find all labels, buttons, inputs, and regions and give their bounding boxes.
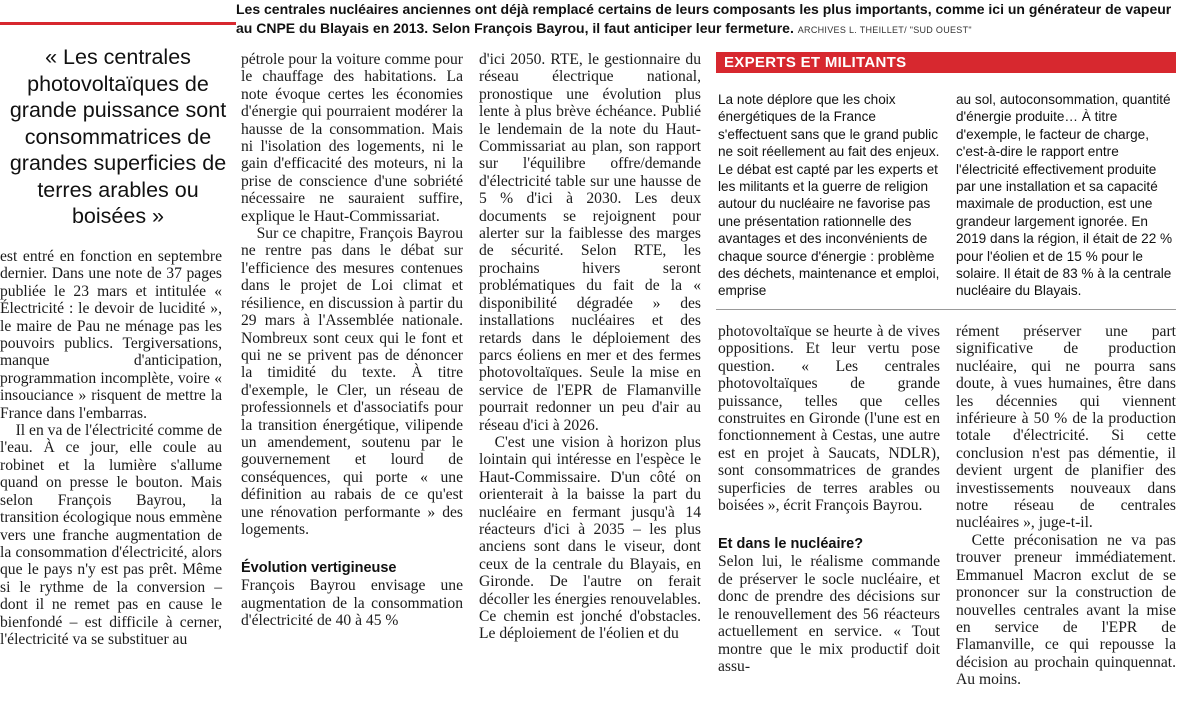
caption-text: Les centrales nucléaires anciennes ont déjà remplacé certains de leurs composants les plus importants, comme ici un générateur de vapeur au CNPE du Blayais en 2013. Selon François Bayrou, il faut anticiper leur fermeture.: [236, 1, 1172, 36]
paragraph: est entré en fonction en septembre dernier. Dans une note de 37 pages publiée le 23 mars et intitulée « Électricité : le devoir de lucidité », le maire de Pau ne ménage pas les pouvoirs publics. Tergiversations, manque d'anticipation, programmation incomplète, voire « insouciance » risquent de mettre la France dans l'embarras.: [0, 248, 222, 422]
paragraph: Cette préconisation ne va pas trouver preneur immédiatement. Emmanuel Macron exclut de se prononcer sur la construction de nouvelles centrales avant la mise en service de l'EPR de Flamanville, ce qui repousse la décision au prochain quinquennat. Au moins.: [956, 531, 1176, 689]
sidebar-column-1: La note déplore que les choix énergétiques de la France s'effectuent sans que le grand public ne soit réellement au fait des enjeux. Le débat est capté par les experts et les militants et la guerre de religion autour du nucléaire ne favorise pas une présentation rationnelle des avantages et des inconvénients de chaque source d'énergie : problème des déchets, maintenance et emploi, emprise: [718, 92, 940, 299]
paragraph: Il en va de l'électricité comme de l'eau. À ce jour, elle coule au robinet et la lumière s'allume quand on presse le bouton. Mais selon François Bayrou, la transition écologique nous emmène vers une franche augmentation de la consommation d'électricité, alors que le pays n'y est pas prêt. Même si le rythme de la conversion – dont il ne remet pas en cause le bienfondé – est difficile à cerner, l'électricité va se substituer au: [0, 422, 222, 648]
sidebar-column-2: au sol, autoconsommation, quantité d'énergie produite… À titre d'exemple, le facteur de charge, c'est-à-dire le rapport entre l'électricité effectivement produite par une installation et sa capacité maximale de production, est une grandeur largement ignorée. En 2019 dans la région, il était de 22 % pour l'éolien et de 15 % pour le solaire. Il était de 83 % à la centrale nucléaire du Blayais.: [956, 92, 1173, 299]
paragraph: rément préserver une part significative de production nucléaire, qui ne pourra sans doute, à vues humaines, être dans les décennies qui viennent inférieure à 50 % de la production totale d'électricité. Si cette conclusion n'est pas démentie, il devient urgent de planifier des investissements nouveaux dans notre réseau de centrales nucléaires », juge-t-il.: [956, 323, 1176, 532]
pull-quote: « Les centrales photovoltaïques de grande puissance sont consommatrices de grandes superficies de terres arables ou boisées »: [9, 45, 227, 228]
article-column-2: [241, 51, 463, 630]
paragraph: Sur ce chapitre, François Bayrou ne rentre pas dans le débat sur l'efficience des mesures contenues dans le projet de Loi climat et résilience, en discussion à partir du 29 mars à l'Assemblée nationale. Nombreux sont ceux qui le font et qui ne se privent pas de dénoncer la timidité du texte. À titre d'exemple, le Cler, un réseau de professionnels et d'associatifs pour la transition énergétique, vilipende un amendement, soutenu par le gouvernement et lourd de conséquences, qui porte « une définition au rabais de ce qu'est une rénovation performante » des logements.: [241, 225, 463, 538]
article-column-5: [956, 323, 1176, 689]
paragraph: François Bayrou envisage une augmentation de la consommation d'électricité de 40 à 45 %: [241, 577, 463, 630]
paragraph: d'ici 2050. RTE, le gestionnaire du réseau électrique national, pronostique une évolution plus lente à plus brève échéance. Publié le lendemain de la note du Haut-Commissariat au plan, son rapport sur l'équilibre offre/demande d'électricité table sur une hausse de 5 % d'ici à 2030. Les deux documents se rejoignent pour alerter sur la faiblesse des marges de sécurité. Selon RTE, les prochains hivers seront problématiques du fait de la « disponibilité dégradée » des installations nucléaires et des retards dans le déploiement des parcs éoliens en mer et des fermes photovoltaïques. Seule la mise en service de l'EPR de Flamanville pourrait redonner un peu d'air au réseau d'ici à 2026.: [479, 51, 701, 434]
paragraph: pétrole pour la voiture comme pour le chauffage des habitations. La note évoque certes les économies d'énergie qui pourraient modérer la hausse de la consommation. Mais ni l'isolation des logements, ni le gain d'efficacité des moteurs, ni la prise de conscience d'une sobriété nécessaire ne sauraient suffire, explique le Haut-Commissariat.: [241, 51, 463, 225]
sidebar-bottom-rule: [716, 309, 1176, 310]
photo-credit: ARCHIVES L. THEILLET/ "SUD OUEST": [797, 25, 972, 35]
subheading-evolution: Évolution vertigineuse: [241, 560, 397, 577]
paragraph: photovoltaïque se heurte à de vives oppositions. Et leur vertu pose question. « Les centrales photovoltaïques de grande puissance, telles que celles construites en Gironde (l'une est en fonctionnement à Cestas, une autre est en projet à Saucats, NDLR), sont consommatrices de grandes superficies de terres arables ou boisées », écrit François Bayrou.: [718, 323, 940, 515]
quote-top-rule: [0, 22, 236, 25]
paragraph: Selon lui, le réalisme commande de préserver le socle nucléaire, et donc de prendre des décisions sur le renouvellement des 56 réacteurs actuellement en service. « Tout montre que le mix productif doit assu-: [718, 553, 940, 675]
paragraph: C'est une vision à horizon plus lointain qui intéresse en l'espèce le Haut-Commissaire. D'un côté on orienterait à la baisse la part du nucléaire en fermant jusqu'à 14 réacteurs d'ici à 2035 – les plus anciens sont dans le viseur, dont ceux de la centrale du Blayais, en Gironde. De l'autre on ferait décoller les énergies renouvelables. Ce chemin est jonché d'obstacles. Le déploiement de l'éolien et du: [479, 433, 701, 643]
photo-caption: [236, 0, 1176, 40]
article-column-3: [479, 51, 701, 643]
article-column-4: [718, 323, 940, 675]
subheading-nucleaire: Et dans le nucléaire?: [718, 536, 864, 553]
article-column-1: [0, 248, 222, 648]
sidebar-title: EXPERTS ET MILITANTS: [716, 52, 1176, 73]
